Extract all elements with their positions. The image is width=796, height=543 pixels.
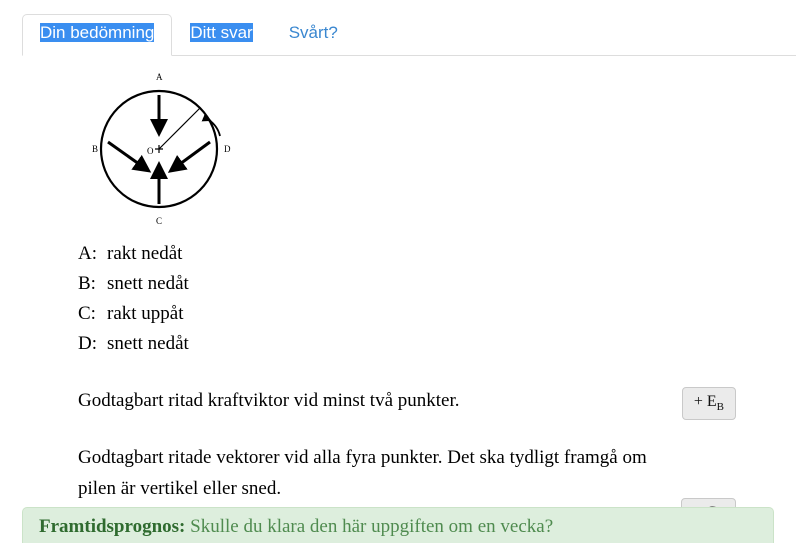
svg-text:A: A bbox=[156, 72, 163, 82]
answer-value-a: rakt nedåt bbox=[107, 243, 183, 264]
tab-din-bedomning-label: Din bedömning bbox=[40, 23, 155, 42]
answer-key-a: A: bbox=[78, 243, 97, 264]
answer-value-c: rakt uppåt bbox=[107, 303, 184, 324]
answer-value-b: snett nedåt bbox=[107, 273, 189, 294]
tab-ditt-svar[interactable] bbox=[172, 14, 270, 56]
tab-svart-label: Svårt? bbox=[288, 23, 338, 42]
answer-key-c: C: bbox=[78, 303, 96, 324]
add-e-point-sub: B bbox=[716, 401, 724, 414]
answer-row-c bbox=[78, 299, 774, 329]
svg-text:D: D bbox=[224, 144, 231, 154]
answer-list bbox=[78, 239, 774, 359]
criterion-text-2: Godtagbart ritade vektorer vid alla fyra punkter. Det ska tydligt framgå om pilen är vertikel eller sned. bbox=[78, 447, 647, 499]
criterion-row-2 bbox=[78, 442, 778, 504]
tab-ditt-svar-label: Ditt svar bbox=[190, 23, 253, 42]
prognosis-label: Framtidsprognos: bbox=[39, 516, 186, 537]
answer-key-b: B: bbox=[78, 273, 96, 294]
answer-value-d: snett nedåt bbox=[107, 333, 189, 354]
tab-svart[interactable] bbox=[271, 14, 356, 56]
add-e-point-button[interactable] bbox=[682, 387, 736, 420]
tab-bar bbox=[0, 0, 796, 56]
answer-key-d: D: bbox=[78, 333, 97, 354]
svg-text:O: O bbox=[147, 146, 154, 156]
answer-row-b bbox=[78, 269, 774, 299]
answer-row-a bbox=[78, 239, 774, 269]
tab-din-bedomning[interactable] bbox=[22, 14, 172, 56]
criterion-text-1: Godtagbart ritad kraftviktor vid minst två punkter. bbox=[78, 390, 460, 411]
content-area bbox=[0, 64, 796, 504]
prognosis-question: Skulle du klara den här uppgiften om en vecka? bbox=[190, 516, 554, 537]
answer-row-d bbox=[78, 329, 774, 359]
svg-text:B: B bbox=[92, 144, 99, 154]
prognosis-panel bbox=[22, 507, 774, 543]
criterion-row-1 bbox=[78, 385, 778, 416]
force-vector-diagram bbox=[84, 64, 264, 229]
svg-text:C: C bbox=[156, 216, 163, 226]
add-e-point-label: + E bbox=[693, 393, 717, 410]
